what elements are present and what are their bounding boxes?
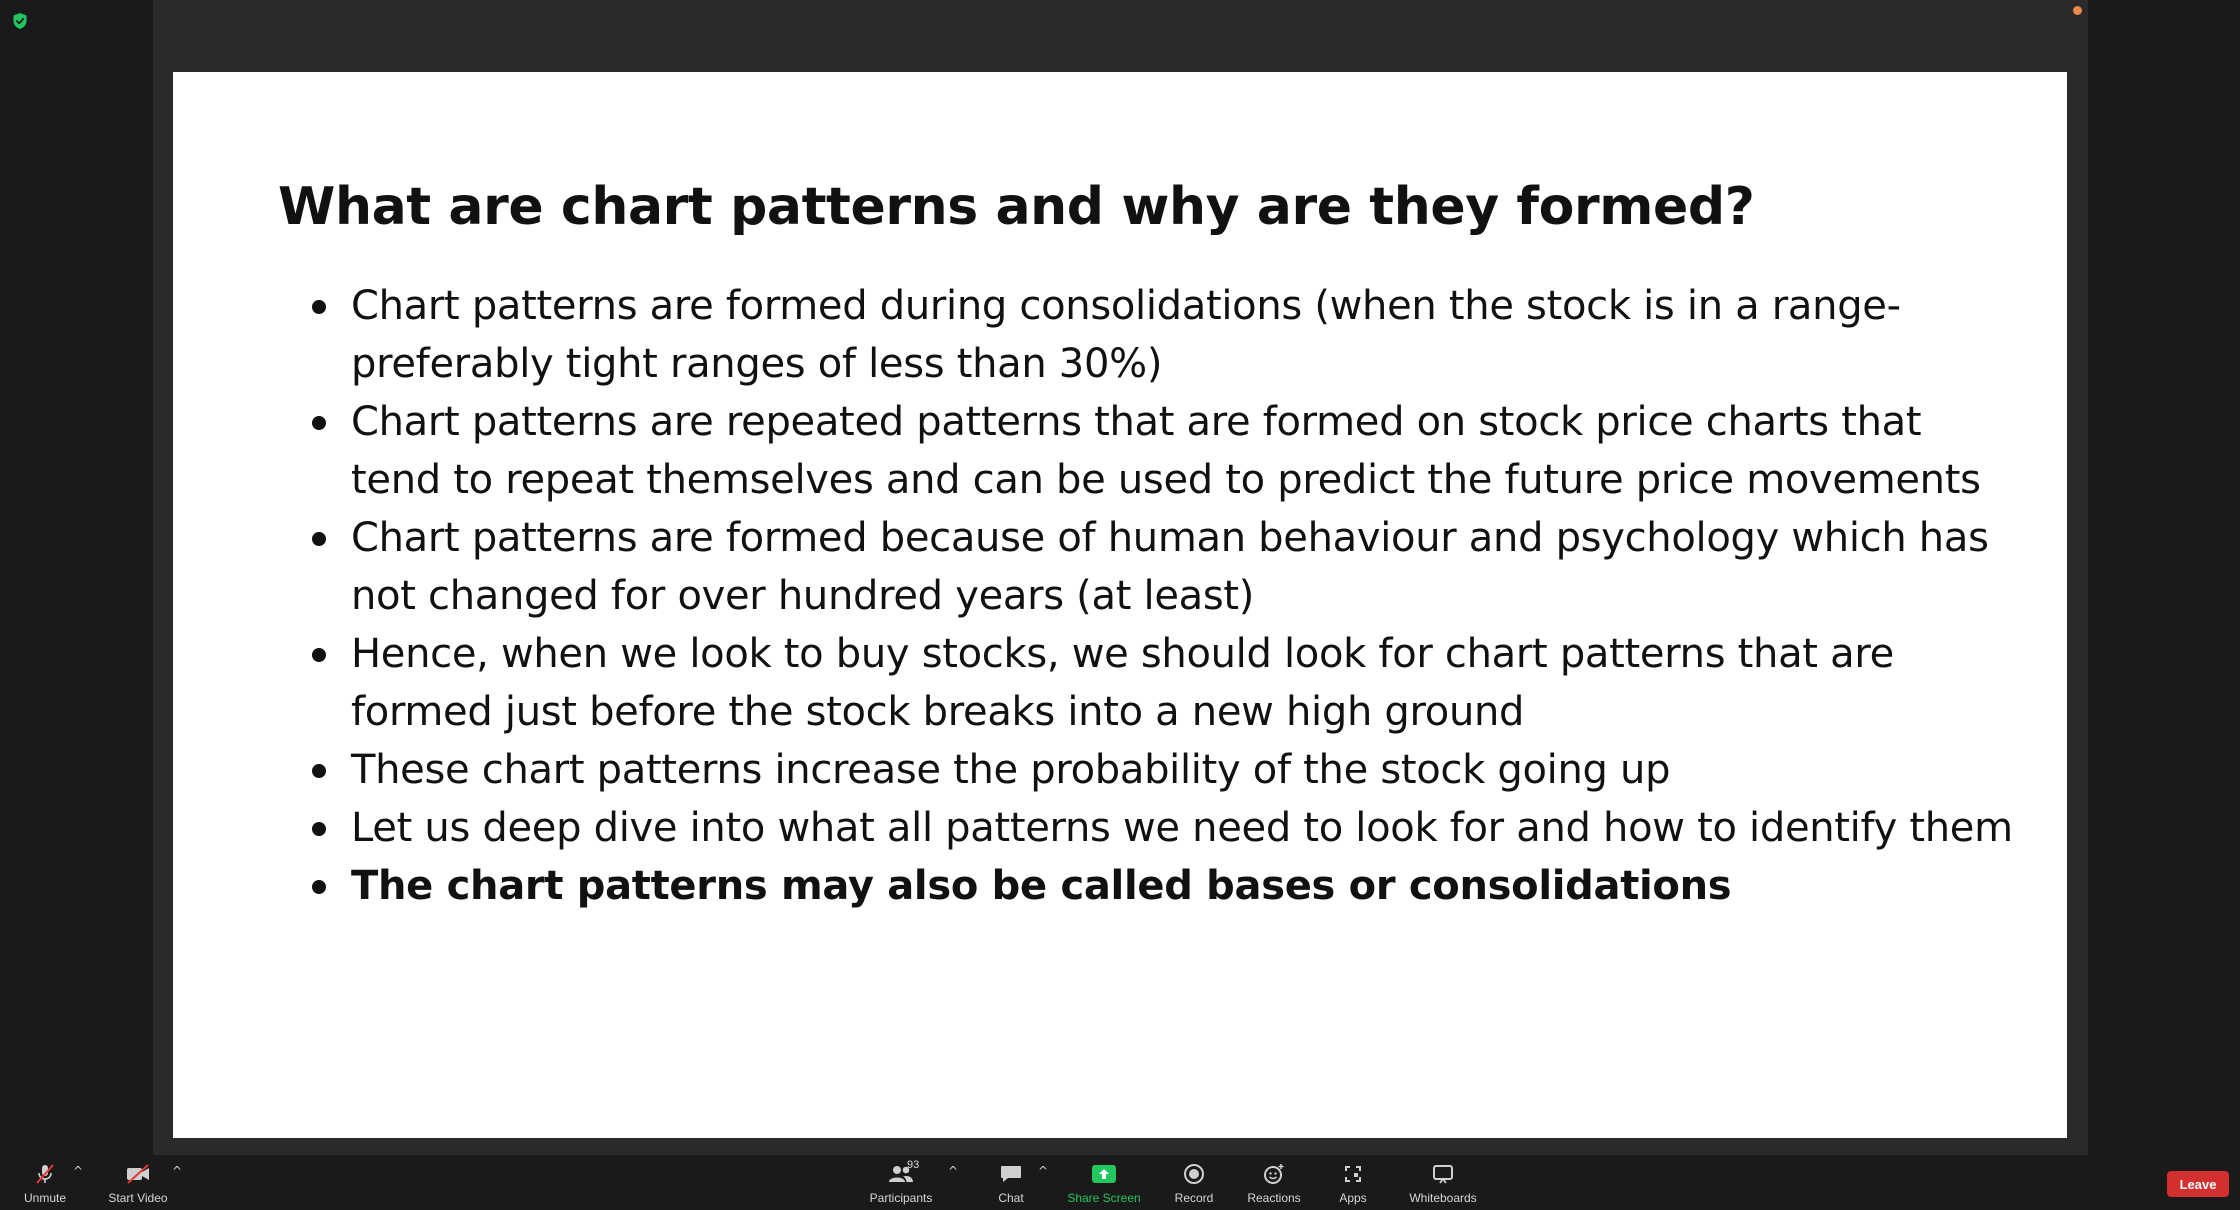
reactions-label: Reactions [1247, 1191, 1301, 1205]
smiley-plus-icon [1260, 1161, 1288, 1187]
bullet-item: Chart patterns are repeated patterns that are formed on stock price charts that tend to repeat themselves and can be used to predict the future price movements [278, 393, 2018, 509]
start-video-button[interactable] [106, 1161, 170, 1207]
record-button[interactable] [1172, 1161, 1216, 1207]
bullet-item: Hence, when we look to buy stocks, we should look for chart patterns that are formed just before the stock breaks into a new high ground [278, 625, 2018, 741]
video-options-caret[interactable]: ^ [172, 1164, 183, 1178]
video-off-icon [124, 1161, 152, 1187]
shield-check-icon[interactable] [12, 12, 28, 30]
record-circle-icon [1180, 1161, 1208, 1187]
whiteboards-label: Whiteboards [1409, 1191, 1477, 1205]
unmute-button[interactable] [20, 1161, 70, 1207]
bullet-item: These chart patterns increase the probability of the stock going up [278, 741, 2018, 799]
bullet-item: Chart patterns are formed during consolidations (when the stock is in a range-preferably tight ranges of less than 30%) [278, 277, 2018, 393]
audio-options-caret[interactable]: ^ [73, 1164, 84, 1178]
people-icon [881, 1161, 921, 1187]
start-video-label: Start Video [108, 1191, 168, 1205]
whiteboard-icon [1429, 1161, 1457, 1187]
bullet-item-bold: The chart patterns may also be called bases or consolidations [278, 857, 2018, 915]
chat-label: Chat [998, 1191, 1024, 1205]
participants-options-caret[interactable]: ^ [948, 1164, 959, 1178]
apps-button[interactable] [1338, 1161, 1368, 1207]
chat-button[interactable] [993, 1161, 1029, 1207]
participants-button[interactable] [866, 1161, 936, 1207]
slide-title: What are chart patterns and why are they formed? [278, 177, 1755, 237]
recording-indicator-dot [2073, 6, 2082, 15]
muted-microphone-icon [31, 1161, 59, 1187]
apps-label: Apps [1339, 1191, 1367, 1205]
chat-options-caret[interactable]: ^ [1038, 1164, 1049, 1178]
chat-bubble-icon [997, 1161, 1025, 1187]
bullet-item: Chart patterns are formed because of human behaviour and psychology which has not changed for over hundred years (at least) [278, 509, 2018, 625]
meeting-toolbar [0, 1155, 2240, 1210]
share-arrow-icon [1090, 1161, 1118, 1187]
bullet-list [278, 277, 2018, 915]
record-label: Record [1174, 1191, 1214, 1205]
reactions-button[interactable] [1246, 1161, 1302, 1207]
share-screen-button[interactable] [1068, 1161, 1140, 1207]
unmute-label: Unmute [23, 1191, 67, 1205]
apps-icon [1339, 1161, 1367, 1187]
participants-label: Participants [869, 1191, 933, 1205]
bullet-item: Let us deep dive into what all patterns we need to look for and how to identify them [278, 799, 2018, 857]
leave-button[interactable]: Leave [2167, 1171, 2229, 1197]
presentation-slide [173, 72, 2067, 1138]
participants-count: 93 [907, 1159, 920, 1171]
whiteboards-button[interactable] [1408, 1161, 1478, 1207]
share-screen-label: Share Screen [1067, 1191, 1141, 1205]
